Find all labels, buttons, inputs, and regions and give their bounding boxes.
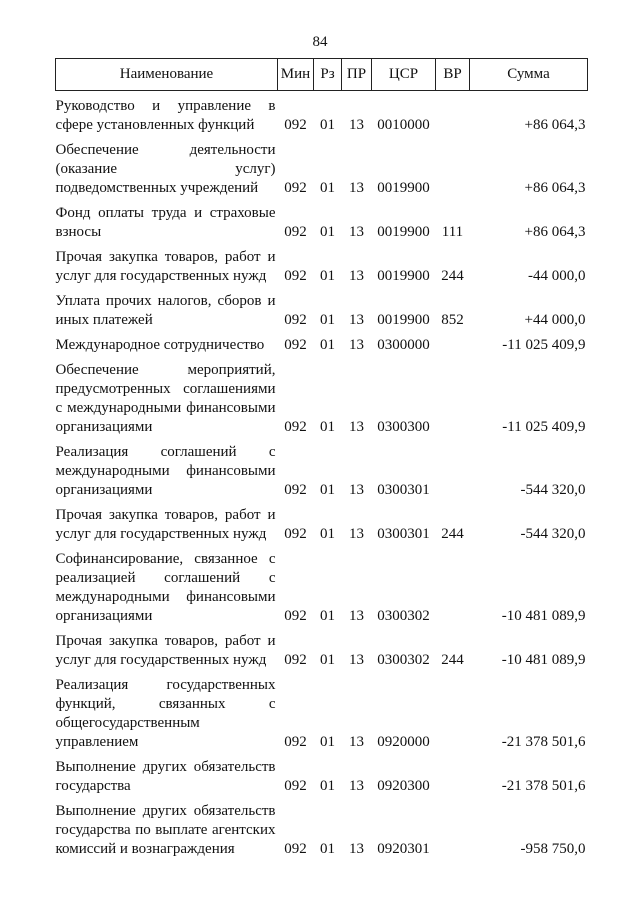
row-name: Выполнение других обязательств государства по выплате агентских комиссий и вознаграждения — [55, 803, 276, 857]
row-csr: 0300301 — [377, 526, 430, 542]
row-rz: 01 — [320, 337, 335, 353]
row-min: 092 — [284, 841, 307, 857]
row-csr: 0920300 — [377, 778, 430, 794]
row-csr: 0010000 — [377, 117, 430, 133]
row-csr: 0300000 — [377, 337, 430, 353]
row-csr: 0019900 — [377, 268, 430, 284]
row-min: 092 — [284, 482, 307, 498]
row-min: 092 — [284, 337, 307, 353]
row-vr — [436, 550, 470, 632]
row-rz: 01 — [320, 482, 335, 498]
row-pr: 13 — [349, 337, 364, 353]
page-number: 84 — [312, 34, 328, 50]
row-csr: 0920301 — [377, 841, 430, 857]
row-pr: 13 — [349, 778, 364, 794]
table-row — [56, 758, 588, 802]
row-sum: -44 000,0 — [528, 268, 586, 284]
table-row — [56, 550, 588, 632]
row-sum: -21 378 501,6 — [501, 734, 586, 750]
row-csr: 0920000 — [377, 734, 430, 750]
row-name: Софинансирование, связанное с реализацией соглашений с международными финансовыми организациями — [55, 551, 276, 624]
row-pr: 13 — [349, 482, 364, 498]
table-row — [56, 141, 588, 204]
row-csr: 0019900 — [377, 312, 430, 328]
row-name: Реализация соглашений с международными финансовыми организациями — [55, 444, 276, 498]
table-row — [56, 336, 588, 361]
row-name: Фонд оплаты труда и страховые взносы — [55, 205, 276, 240]
row-sum: -10 481 089,9 — [501, 652, 586, 668]
row-min: 092 — [284, 734, 307, 750]
row-vr — [436, 802, 470, 865]
row-rz: 01 — [320, 608, 335, 624]
row-pr: 13 — [349, 117, 364, 133]
row-vr: 244 — [441, 652, 464, 668]
row-sum: -11 025 409,9 — [502, 419, 586, 435]
row-vr — [436, 443, 470, 506]
row-rz: 01 — [320, 117, 335, 133]
row-min: 092 — [284, 419, 307, 435]
row-name: Выполнение других обязательств государства — [55, 759, 276, 794]
row-csr: 0300301 — [377, 482, 430, 498]
row-csr: 0300302 — [377, 608, 430, 624]
table-row — [56, 506, 588, 550]
row-rz: 01 — [320, 180, 335, 196]
table-body — [56, 91, 588, 866]
row-rz: 01 — [320, 419, 335, 435]
row-rz: 01 — [320, 652, 335, 668]
row-name: Реализация государственных функций, связанных с общегосударственным управлением — [55, 677, 276, 750]
row-rz: 01 — [320, 268, 335, 284]
row-vr — [436, 676, 470, 758]
row-sum: -544 320,0 — [520, 526, 586, 542]
row-pr: 13 — [349, 180, 364, 196]
row-csr: 0300302 — [377, 652, 430, 668]
table-header-row — [56, 59, 588, 91]
row-vr: 852 — [441, 312, 464, 328]
budget-table — [55, 58, 588, 865]
row-name: Обеспечение мероприятий, предусмотренных соглашениями с международными финансовыми организациями — [55, 362, 276, 435]
table-row — [56, 204, 588, 248]
row-name: Руководство и управление в сфере установленных функций — [55, 98, 276, 133]
table-row — [56, 443, 588, 506]
table-row — [56, 676, 588, 758]
header-pr: ПР — [342, 59, 372, 91]
row-min: 092 — [284, 180, 307, 196]
row-pr: 13 — [349, 652, 364, 668]
row-sum: -10 481 089,9 — [501, 608, 586, 624]
row-min: 092 — [284, 117, 307, 133]
row-csr: 0019900 — [377, 180, 430, 196]
row-pr: 13 — [349, 268, 364, 284]
row-vr: 244 — [441, 526, 464, 542]
row-min: 092 — [284, 526, 307, 542]
table-row — [56, 802, 588, 865]
row-vr — [436, 361, 470, 443]
header-name: Наименование — [56, 59, 278, 91]
row-pr: 13 — [349, 312, 364, 328]
row-rz: 01 — [320, 312, 335, 328]
row-name: Уплата прочих налогов, сборов и иных платежей — [55, 293, 276, 328]
row-min: 092 — [284, 268, 307, 284]
table-row — [56, 292, 588, 336]
row-name: Прочая закупка товаров, работ и услуг для государственных нужд — [55, 249, 276, 284]
row-rz: 01 — [320, 526, 335, 542]
row-sum: -11 025 409,9 — [502, 337, 586, 353]
row-sum: +86 064,3 — [524, 224, 586, 240]
row-sum: -544 320,0 — [520, 482, 586, 498]
row-vr: 244 — [441, 268, 464, 284]
row-min: 092 — [284, 652, 307, 668]
row-vr — [436, 758, 470, 802]
header-csr: ЦСР — [372, 59, 436, 91]
row-rz: 01 — [320, 841, 335, 857]
table-row — [56, 361, 588, 443]
row-name: Обеспечение деятельности (оказание услуг) подведомственных учреждений — [55, 142, 276, 196]
row-sum: -958 750,0 — [520, 841, 586, 857]
row-name: Прочая закупка товаров, работ и услуг для государственных нужд — [55, 633, 276, 668]
row-min: 092 — [284, 778, 307, 794]
row-vr — [436, 336, 470, 361]
row-min: 092 — [284, 224, 307, 240]
row-pr: 13 — [349, 841, 364, 857]
row-pr: 13 — [349, 224, 364, 240]
header-min: Мин — [278, 59, 314, 91]
header-rz: Рз — [314, 59, 342, 91]
header-sum: Сумма — [470, 59, 588, 91]
row-sum: +86 064,3 — [524, 117, 586, 133]
row-pr: 13 — [349, 608, 364, 624]
row-min: 092 — [284, 312, 307, 328]
row-vr — [436, 91, 470, 142]
row-sum: +44 000,0 — [524, 312, 586, 328]
row-name: Международное сотрудничество — [55, 337, 265, 353]
row-pr: 13 — [349, 526, 364, 542]
row-rz: 01 — [320, 734, 335, 750]
row-csr: 0300300 — [377, 419, 430, 435]
row-rz: 01 — [320, 778, 335, 794]
row-sum: -21 378 501,6 — [501, 778, 586, 794]
table-row — [56, 91, 588, 142]
table-row — [56, 248, 588, 292]
row-vr: 111 — [441, 224, 464, 240]
header-vr: ВР — [436, 59, 470, 91]
row-vr — [436, 141, 470, 204]
row-min: 092 — [284, 608, 307, 624]
row-rz: 01 — [320, 224, 335, 240]
table-row — [56, 632, 588, 676]
row-sum: +86 064,3 — [524, 180, 586, 196]
row-name: Прочая закупка товаров, работ и услуг для государственных нужд — [55, 507, 276, 542]
row-pr: 13 — [349, 734, 364, 750]
row-pr: 13 — [349, 419, 364, 435]
row-csr: 0019900 — [377, 224, 430, 240]
